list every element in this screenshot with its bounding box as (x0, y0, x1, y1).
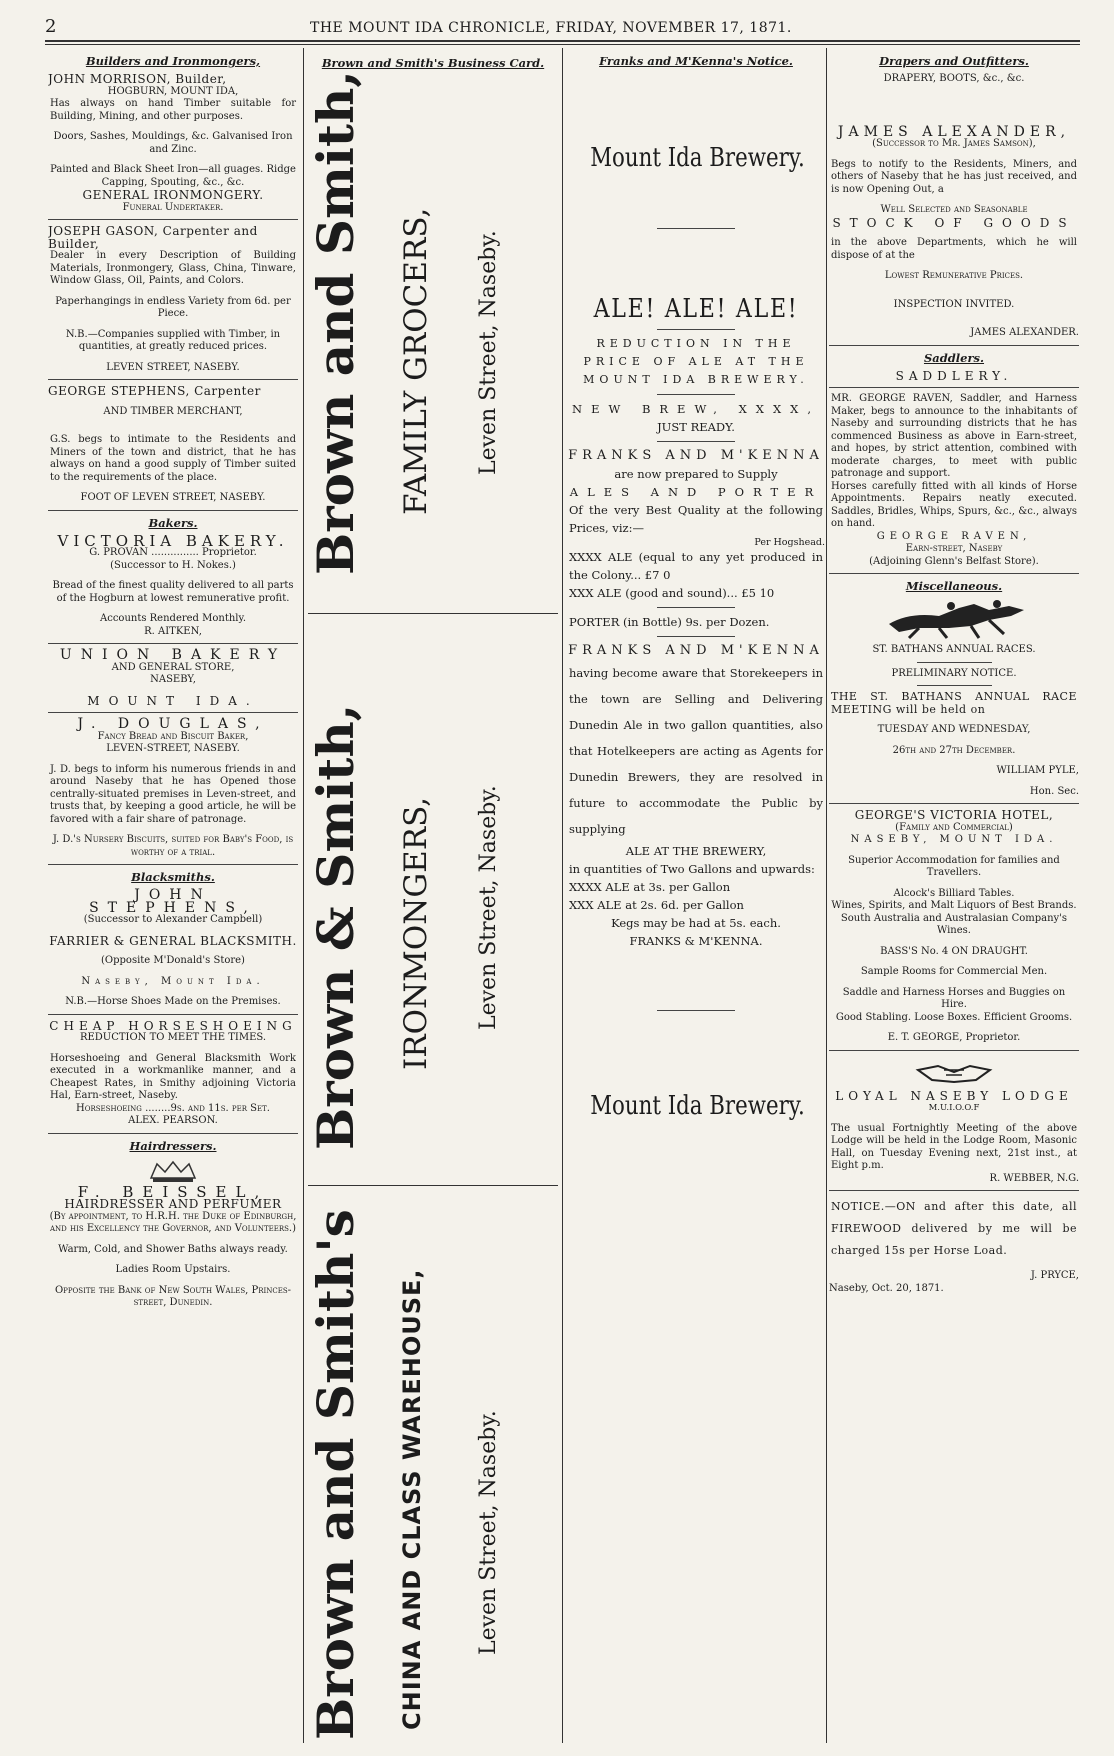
gallon-xxx: XXX ALE at 2s. 6d. per Gallon (569, 898, 744, 912)
card-ironmongers-street: Leven Street, Naseby. (476, 785, 501, 1030)
lodge-order: M.U.I.O.O.F (928, 1103, 980, 1113)
victoria-p1: Bread of the finest quality delivered to all parts of the Hogburn at lowest remunerative profit. (52, 580, 294, 604)
gstephens-sub: AND TIMBER MERCHANT, (103, 405, 243, 417)
raven-adj: (Adjoining Glenn's Belfast Store). (869, 555, 1039, 567)
gallon-xxxx: XXXX ALE at 3s. per Gallon (569, 880, 731, 894)
masthead-rule (45, 40, 1080, 42)
hotel-p2: Alcock's Billiard Tables. (893, 887, 1015, 899)
card-divider-1 (308, 613, 558, 614)
alexander-p5: Lowest Remunerative Prices. (884, 270, 1024, 281)
ad-hotel (829, 809, 1079, 1045)
agents-notice: having become aware that Storekeepers in the town are Selling and Delivering Dunedin Ale in two gallon quantities, also that Hotelkeepers are acting as Agents for Dunedin Brewers, they are resolved in future to accommodate the Public by supplying (569, 666, 823, 836)
new-brew: NEW BREW, XXXX, (572, 402, 820, 416)
section-heading-drapers: Drapers and Outfitters. (879, 54, 1029, 68)
quality-line: Of the very Best Quality at the following Prices, viz:— (569, 503, 823, 535)
pearson-p1: Horseshoeing and General Blacksmith Work executed in a workmanlike manner, and a Cheapest Rates, in Smithy adjoining Victoria Hal, Earn-street, Naseby. (50, 1052, 296, 1101)
kegs-line: Kegs may be had at 5s. each. (611, 916, 781, 930)
jstephens-nb: N.B.—Horse Shoes Made on the Premises. (65, 996, 281, 1007)
drapery-sub: DRAPERY, BOOTS, &c., &c. (883, 73, 1025, 84)
card-divider-2 (308, 1185, 558, 1186)
hotel-name: GEORGE'S VICTORIA HOTEL, (854, 808, 1054, 822)
supply-line: are now prepared to Supply (614, 467, 778, 481)
ale-at-brewery: ALE AT THE BREWERY, (625, 844, 767, 858)
union-name: UNION BAKERY (59, 647, 287, 663)
alexander-p6: INSPECTION INVITED. (893, 298, 1015, 310)
brewery-title-bottom: Mount Ida Brewery. (590, 1091, 805, 1121)
pearson-sub: REDUCTION TO MEET THE TIMES. (79, 1032, 267, 1043)
hotel-p7: Saddle and Harness Horses and Buggies on Hire. (842, 986, 1066, 1010)
union-town: NASEBY, (150, 674, 196, 685)
hotel-place: NASEBY, MOUNT IDA. (850, 834, 1058, 845)
section-heading-bakers: Bakers. (148, 515, 198, 530)
card-grocers-trade: FAMILY GROCERS, (398, 207, 434, 515)
card-china-trade: CHINA AND CLASS WAREHOUSE, (398, 1268, 426, 1730)
races-p1: THE ST. BATHANS ANNUAL RACE MEETING will be held on (831, 690, 1077, 716)
card-ironmongers-name: Brown & Smith, (306, 703, 365, 1150)
page-number: 2 (45, 16, 57, 37)
section-heading-blacksmiths: Blacksmiths. (131, 870, 215, 884)
beissel-name: F. BEISSEL, (77, 1182, 269, 1201)
card-china-street: Leven Street, Naseby. (476, 1410, 501, 1655)
section-heading-hairdressers: Hairdressers. (129, 1138, 217, 1153)
jstephens-name: JOHN STEPHENS, (89, 887, 257, 916)
notice-p1: NOTICE.—ON and after this date, all FIREWOOD delivered by me will be charged 15s per Horse Load. (831, 1200, 1077, 1257)
victoria-name: VICTORIA BAKERY. (57, 531, 289, 550)
section-heading-saddlers: Saddlers. (923, 350, 985, 365)
price-xxx: XXX ALE (good and sound)... £5 10 (569, 586, 775, 600)
beissel-trade: HAIRDRESSER AND PERFUMER (64, 1197, 282, 1211)
pearson-name: CHEAP HORSESHOEING (49, 1018, 297, 1033)
beissel-p2: Warm, Cold, and Shower Baths always ready. (58, 1243, 288, 1255)
lodge-sig: R. WEBBER, N.G. (989, 1172, 1079, 1184)
price-xxxx: XXXX ALE (equal to any yet produced in the Colony... £7 0 (569, 550, 823, 582)
alexander-p2: Well Selected and Seasonable (880, 204, 1028, 215)
section-heading-builders: Builders and Ironmongers, (85, 54, 261, 68)
races-notice: PRELIMINARY NOTICE. (891, 667, 1017, 679)
races-title: ST. BATHANS ANNUAL RACES. (872, 644, 1036, 655)
races-sig: WILLIAM PYLE, (996, 765, 1079, 776)
ad-morrison (48, 73, 298, 214)
gstephens-p1: G.S. begs to intimate to the Residents and Miners of the town and district, that he has always on hand a good supply of Timber suited to the requirements of the place. (50, 434, 296, 483)
per-hogshead: Per Hogshead. (754, 537, 825, 548)
lodge-p1: The usual Fortnightly Meeting of the above Lodge will be held in the Lodge Room, Masonic Hall, on Tuesday Evening next, 21st inst., at Eight p.m. (831, 1122, 1077, 1171)
card-grocers-street: Leven Street, Naseby. (476, 230, 501, 475)
ad-pearson (48, 1020, 298, 1128)
races-role: Hon. Sec. (1029, 785, 1079, 797)
alexander-succ: (Successor to Mr. James Samson), (872, 138, 1036, 149)
column-1 (48, 50, 298, 1740)
saddlery-title: SADDLERY. (895, 368, 1013, 383)
brewery-title-top: Mount Ida Brewery. (590, 143, 805, 173)
column-3 (567, 50, 825, 1740)
morrison-p1: Has always on hand Timber suitable for Building, Mining, and other purposes. (50, 98, 296, 122)
douglas-name: J. DOUGLAS, (77, 716, 269, 732)
hotel-p5: BASS'S No. 4 ON DRAUGHT. (880, 945, 1028, 957)
morrison-p2: Doors, Sashes, Mouldings, &c. Galvanised Iron and Zinc. (53, 131, 293, 155)
racehorse-icon (879, 598, 1029, 640)
ad-lodge (829, 1090, 1079, 1186)
beissel-p4: Opposite the Bank of New South Wales, Princes-street, Dunedin. (54, 1284, 292, 1308)
hotel-p3: Wines, Spirits, and Malt Liquors of Best Brands. (831, 900, 1077, 911)
handshake-icon (914, 1056, 994, 1086)
hotel-p6: Sample Rooms for Commercial Men. (860, 966, 1048, 977)
franks-signature: FRANKS & M'KENNA. (629, 934, 763, 948)
ad-john-stephens (48, 889, 298, 1009)
alexander-name: JAMES ALEXANDER, (837, 123, 1071, 140)
alexander-p1: Begs to notify to the Residents, Miners, and others of Naseby that he has just received, and is now Opening Out, a (831, 158, 1077, 195)
card-china-warehouse (306, 1200, 560, 1740)
jstephens-trade: FARRIER & GENERAL BLACKSMITH. (49, 933, 297, 948)
pearson-price: Horseshoeing ........9s. and 11s. per Set. (76, 1102, 270, 1114)
column-rule-3 (826, 48, 827, 1743)
jstephens-place: Naseby, Mount Ida. (81, 975, 265, 987)
royal-crest-icon (143, 1158, 203, 1184)
union-place: MOUNT IDA. (87, 693, 259, 708)
hotel-sig: E. T. GEORGE, Proprietor. (887, 1032, 1021, 1043)
ad-victoria-bakery (48, 531, 298, 639)
hotel-p4: South Australia and Australasian Company's Wines. (840, 912, 1068, 936)
quantities-line: in quantities of Two Gallons and upwards: (569, 862, 815, 876)
gason-p1: Dealer in every Description of Building Materials, Ironmongery, Glass, China, Tinware, Window Glass, Oil, Paints, and Colors. (50, 250, 296, 286)
victoria-succ: (Successor to H. Nokes.) (110, 559, 236, 571)
hotel-p8: Good Stabling. Loose Boxes. Efficient Grooms. (835, 1011, 1073, 1023)
ad-raven (829, 393, 1079, 568)
raven-sig: GEORGE RAVEN, (876, 530, 1032, 542)
franks-mkenna-2: FRANKS AND M'KENNA (568, 643, 824, 658)
gason-p3: N.B.—Companies supplied with Timber, in quantities, at greatly reduced prices. (65, 328, 281, 352)
victoria-prop: G. PROVAN ............... Proprietor. (89, 547, 257, 558)
ales-porter: ALES AND PORTER (569, 485, 823, 499)
just-ready: JUST READY. (657, 420, 735, 434)
gason-name: JOSEPH GASON, Carpenter and Builder, (48, 224, 258, 251)
section-heading-franks: Franks and M'Kenna's Notice. (599, 54, 793, 68)
price-porter: PORTER (in Bottle) 9s. per Dozen. (569, 615, 770, 629)
jstephens-opp: (Opposite M'Donald's Store) (101, 955, 245, 966)
raven-p1: MR. GEORGE RAVEN, Saddler, and Harness Maker, begs to announce to the inhabitants of Naseby and surrounding districts that he has commenced Business as above in Earn-street, and hopes, by strict attention, combined with moderate charges, to meet with public patronage and support. (831, 393, 1077, 479)
beissel-p1: (By appointment, to H.R.H. the Duke of Edinburgh, and his Excellency the Governor, and Volunteers.) (49, 1210, 297, 1234)
ale-headline: ALE! ALE! ALE! (593, 294, 799, 324)
jstephens-succ: (Successor to Alexander Campbell) (83, 914, 263, 925)
douglas-p2: J. D.'s Nursery Biscuits, suited for Baby's Food, is worthy of a trial. (52, 834, 294, 858)
alexander-sig: JAMES ALEXANDER. (970, 327, 1079, 338)
lodge-name: LOYAL NASEBY LODGE (835, 1088, 1073, 1103)
victoria-sig: R. AITKEN, (144, 625, 202, 637)
card-ironmongers-trade: IRONMONGERS, (398, 796, 434, 1070)
races-days: TUESDAY AND WEDNESDAY, (877, 724, 1031, 735)
ad-beissel (48, 1182, 298, 1310)
victoria-p2: Accounts Rendered Monthly. (100, 613, 246, 624)
pearson-sig: ALEX. PEARSON. (128, 1115, 218, 1126)
section-heading-misc: Miscellaneous. (905, 579, 1003, 593)
ad-gason (48, 225, 298, 374)
masthead-rule-thin (45, 44, 1080, 45)
morrison-p4: GENERAL IRONMONGERY. (82, 188, 264, 202)
beissel-p3: Ladies Room Upstairs. (115, 1264, 231, 1275)
notice-date: Naseby, Oct. 20, 1871. (829, 1282, 944, 1294)
alexander-p3: STOCK OF GOODS (832, 215, 1076, 230)
gstephens-name: GEORGE STEPHENS, Carpenter (48, 384, 261, 398)
races-dates: 26th and 27th December. (892, 744, 1016, 756)
hotel-sub: (Family and Commercial) (895, 821, 1013, 833)
ad-races (829, 644, 1079, 798)
gstephens-p2: FOOT OF LEVEN STREET, NASEBY. (80, 492, 266, 503)
column-4 (829, 50, 1079, 1740)
ad-douglas (48, 718, 298, 859)
morrison-p3: Painted and Black Sheet Iron—all guages. Ridge Capping, Spouting, &c., &c. (50, 164, 296, 188)
raven-p2: Horses carefully fitted with all kinds of Horse Appointments. Repairs neatly executed. Saddles, Bridles, Whips, Spurs, &c., &c., always on hand. (831, 480, 1077, 529)
reduction-notice: REDUCTION IN THE PRICE OF ALE AT THE MOUNT IDA BREWERY. (583, 337, 809, 386)
ad-alexander (829, 123, 1079, 340)
morrison-p5: Funeral Undertaker. (122, 201, 224, 213)
ad-union-bakery (48, 649, 298, 707)
hotel-p1: Superior Accommodation for families and Travellers. (848, 854, 1060, 878)
ad-george-stephens (48, 385, 298, 505)
column-rule-2 (562, 48, 563, 1743)
card-grocers (306, 70, 560, 610)
douglas-p1: J. D. begs to inform his numerous friends in and around Naseby that he has Opened those centrally-situated premises in Leven-street, and trusts that, by keeping a good article, he will be favored with a fair share of patronage. (50, 763, 296, 825)
column-rule-1 (303, 48, 304, 1743)
notice-sig: J. PRYCE, (1030, 1270, 1079, 1281)
douglas-addr: LEVEN-STREET, NASEBY. (106, 743, 240, 754)
morrison-address: HOGBURN, MOUNT IDA, (107, 85, 239, 97)
card-ironmongers (306, 640, 560, 1185)
douglas-title: Fancy Bread and Biscuit Baker, (97, 730, 249, 742)
raven-addr: Earn-street, Naseby (905, 543, 1003, 554)
section-heading-business-card: Brown and Smith's Business Card. (321, 56, 545, 70)
union-sub: AND GENERAL STORE, (111, 661, 235, 673)
alexander-p4: in the above Departments, which he will dispose of at the (831, 237, 1077, 261)
franks-mkenna-1: FRANKS AND M'KENNA (568, 448, 824, 463)
gason-p2: Paperhangings in endless Variety from 6d. per Piece. (55, 295, 291, 319)
card-grocers-name: Brown and Smith, (306, 70, 365, 575)
morrison-name: JOHN MORRISON, Builder, (48, 72, 227, 86)
card-china-name: Brown and Smith's (306, 1209, 365, 1740)
gason-p4: LEVEN STREET, NASEBY. (106, 361, 240, 373)
ad-notice-firewood (829, 1196, 1079, 1295)
masthead: THE MOUNT IDA CHRONICLE, FRIDAY, NOVEMBER 17, 1871. (310, 20, 792, 36)
